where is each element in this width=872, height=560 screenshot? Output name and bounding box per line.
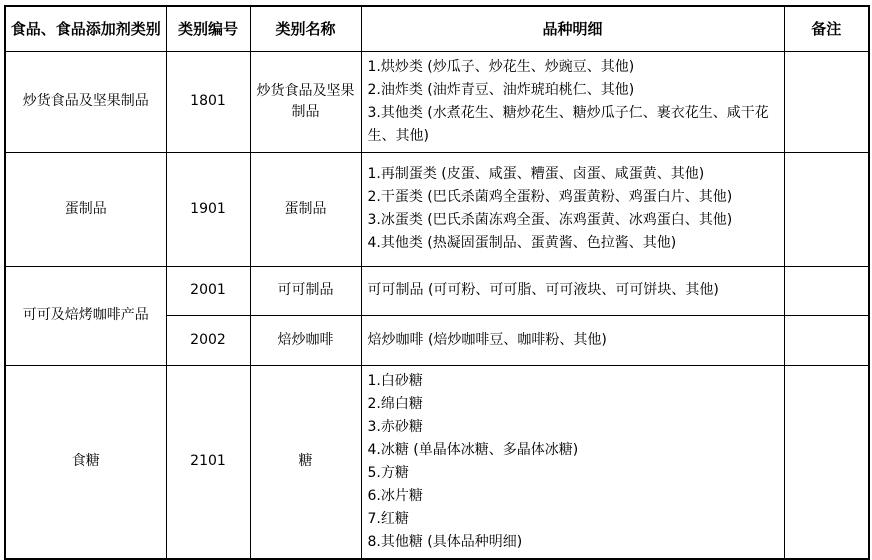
detail-line: 1.白砂糖: [367, 372, 423, 389]
detail-line: 3.冰蛋类 (巴氏杀菌冻鸡全蛋、冻鸡蛋黄、冰鸡蛋白、其他): [367, 212, 733, 228]
detail-line: 8.其他糖 (具体品种明细): [367, 533, 523, 550]
table-row: [5, 51, 869, 152]
code-cell: 2101: [166, 365, 250, 559]
remark-cell: [784, 152, 869, 266]
remark-cell: [784, 51, 869, 152]
detail-line: 1.烘炒类 (炒瓜子、炒花生、炒豌豆、其他): [367, 58, 635, 75]
name-cell: 糖: [250, 365, 361, 559]
detail-line: 可可制品 (可可粉、可可脂、可可液块、可可饼块、其他): [367, 282, 719, 298]
table-row: [5, 266, 869, 315]
detail-line: 2.绵白糖: [367, 395, 423, 412]
detail-line: 4.冰糖 (单晶体冰糖、多晶体冰糖): [367, 441, 579, 458]
remark-cell: [784, 315, 869, 365]
details-cell: [361, 315, 784, 365]
detail-line: 4.其他类 (热凝固蛋制品、蛋黄酱、色拉酱、其他): [367, 235, 677, 251]
detail-line: 5.方糖: [367, 464, 409, 481]
details-cell: [361, 152, 784, 266]
category-cell: 食糖: [5, 365, 166, 559]
column-header-name: 类别名称: [250, 6, 361, 51]
name-cell: 焙炒咖啡: [250, 315, 361, 365]
name-cell: 蛋制品: [250, 152, 361, 266]
name-cell: 可可制品: [250, 266, 361, 315]
details-cell: [361, 51, 784, 152]
table-header-row: [5, 6, 869, 51]
detail-line: 2.油炸类 (油炸青豆、油炸琥珀桃仁、其他): [367, 81, 635, 98]
detail-line: 3.赤砂糖: [367, 418, 423, 435]
food-category-table: [4, 5, 870, 560]
remark-cell: [784, 266, 869, 315]
name-cell: 炒货食品及坚果制品: [250, 51, 361, 152]
detail-line: 7.红糖: [367, 510, 409, 527]
detail-line: 6.冰片糖: [367, 487, 423, 504]
category-cell: 炒货食品及坚果制品: [5, 51, 166, 152]
column-header-category: 食品、食品添加剂类别: [5, 6, 166, 51]
details-cell: [361, 365, 784, 559]
code-cell: 2002: [166, 315, 250, 365]
category-cell: 蛋制品: [5, 152, 166, 266]
column-header-remark: 备注: [784, 6, 869, 51]
code-cell: 1801: [166, 51, 250, 152]
column-header-code: 类别编号: [166, 6, 250, 51]
remark-cell: [784, 365, 869, 559]
detail-line: 2.干蛋类 (巴氏杀菌鸡全蛋粉、鸡蛋黄粉、鸡蛋白片、其他): [367, 189, 733, 205]
details-cell: [361, 266, 784, 315]
table-row: [5, 365, 869, 559]
category-cell: 可可及焙烤咖啡产品: [5, 266, 166, 365]
detail-line: 1.再制蛋类 (皮蛋、咸蛋、糟蛋、卤蛋、咸蛋黄、其他): [367, 166, 705, 182]
code-cell: 2001: [166, 266, 250, 315]
table-row: [5, 152, 869, 266]
detail-line: 3.其他类 (水煮花生、糖炒花生、糖炒瓜子仁、裹衣花生、咸干花生、其他): [367, 104, 769, 144]
code-cell: 1901: [166, 152, 250, 266]
column-header-details: 品种明细: [361, 6, 784, 51]
detail-line: 焙炒咖啡 (焙炒咖啡豆、咖啡粉、其他): [367, 331, 607, 348]
